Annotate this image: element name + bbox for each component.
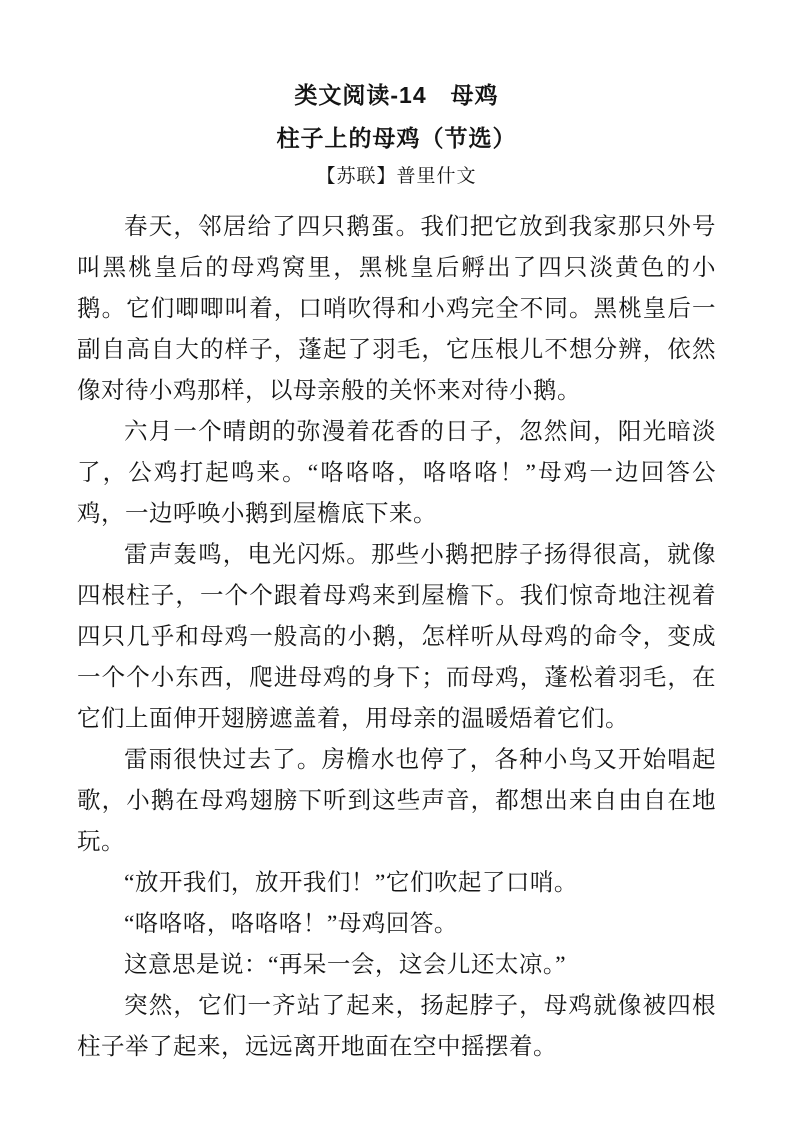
paragraph: 六月一个晴朗的弥漫着花香的日子，忽然间，阳光暗淡了，公鸡打起鸣来。“咯咯咯，咯咯咯！”母鸡一边回答公鸡，一边呼唤小鹅到屋檐底下来。 xyxy=(77,419,716,527)
article-body xyxy=(77,207,716,1068)
lesson-title: 类文阅读-14 母鸡 xyxy=(294,82,499,108)
paragraph: “放开我们，放开我们！”它们吹起了口哨。 xyxy=(124,870,578,896)
paragraph: 突然，它们一齐站了起来，扬起脖子，母鸡就像被四根柱子举了起来，远远离开地面在空中摇摆着。 xyxy=(77,993,716,1060)
paragraph: 雷雨很快过去了。房檐水也停了，各种小鸟又开始唱起歌，小鹅在母鸡翅膀下听到这些声音，都想出来自由自在地玩。 xyxy=(77,747,716,855)
paragraph: 春天，邻居给了四只鹅蛋。我们把它放到我家那只外号叫黑桃皇后的母鸡窝里，黑桃皇后孵出了四只淡黄色的小鹅。它们唧唧叫着，口哨吹得和小鸡完全不同。黑桃皇后一副自高自大的样子，蓬起了羽毛，它压根儿不想分辨，依然像对待小鸡那样，以母亲般的关怀来对待小鹅。 xyxy=(77,214,716,404)
paragraph: 这意思是说：“再呆一会，这会儿还太凉。” xyxy=(124,952,567,978)
paragraph: 雷声轰鸣，电光闪烁。那些小鹅把脖子扬得很高，就像四根柱子，一个个跟着母鸡来到屋檐下。我们惊奇地注视着四只几乎和母鸡一般高的小鹅，怎样听从母鸡的命令，变成一个个小东西，爬进母鸡的身下；而母鸡，蓬松着羽毛，在它们上面伸开翅膀遮盖着，用母亲的温暖焐着它们。 xyxy=(77,542,716,732)
paragraph: “咯咯咯，咯咯咯！”母鸡回答。 xyxy=(124,911,458,937)
article-title: 柱子上的母鸡（节选） xyxy=(276,125,517,151)
author-line: 【苏联】普里什文 xyxy=(316,166,477,187)
